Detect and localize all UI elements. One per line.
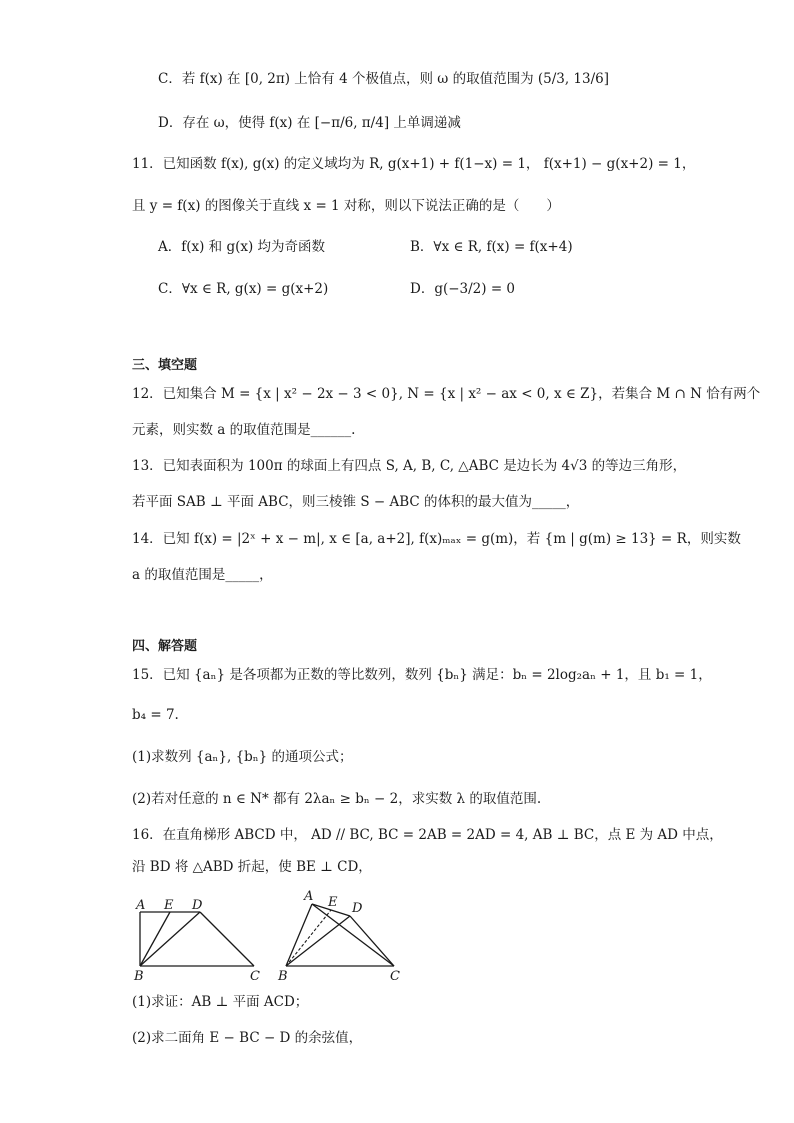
edge-bd xyxy=(140,912,200,966)
label-b: B xyxy=(278,969,288,982)
q11-stem-line2: 且 y = f(x) 的图像关于直线 x = 1 对称，则以下说法正确的是（ ） xyxy=(132,198,560,214)
q15-part1: (1)求数列 {aₙ}, {bₙ} 的通项公式； xyxy=(132,749,353,765)
q14-line2: a 的取值范围是_____， xyxy=(132,567,273,583)
q11-option-b: B．∀x ∈ R, f(x) = f(x+4) xyxy=(410,239,573,255)
label-d: D xyxy=(352,901,363,916)
q13-line2: 若平面 SAB ⊥ 平面 ABC，则三棱锥 S − ABC 的体积的最大值为_____， xyxy=(132,494,580,510)
q16-part2: (2)求二面角 E − BC − D 的余弦值， xyxy=(132,1030,363,1046)
edge-be xyxy=(140,912,170,966)
q15-line1: 15．已知 {aₙ} 是各项都为正数的等比数列，数列 {bₙ} 满足：bₙ = 2log₂aₙ + 1，且 b₁ = 1， xyxy=(132,667,712,683)
label-b: B xyxy=(134,969,144,982)
q16-line2: 沿 BD 将 △ABD 折起，使 BE ⊥ CD， xyxy=(132,859,372,875)
q12-line1: 12．已知集合 M = {x | x² − 2x − 3 < 0}, N = {x | x² − ax < 0, x ∈ Z}，若集合 M ∩ N 恰有两个 xyxy=(132,386,761,402)
label-e: E xyxy=(328,895,338,910)
q14-line1: 14．已知 f(x) = |2ˣ + x − m|, x ∈ [a, a+2], f(x)ₘₐₓ = g(m)，若 {m | g(m) ≥ 13} = R，则实数 xyxy=(132,531,741,547)
q11-option-c: C．∀x ∈ R, g(x) = g(x+2) xyxy=(158,281,329,297)
q11-option-a: A．f(x) 和 g(x) 均为奇函数 xyxy=(158,239,326,255)
q10-option-d: D．存在 ω，使得 f(x) 在 [−π/6, π/4] 上单调递减 xyxy=(158,115,461,131)
edge-dc xyxy=(200,912,254,966)
q16-line1: 16．在直角梯形 ABCD 中， AD // BC, BC = 2AB = 2AD = 4, AB ⊥ BC，点 E 为 AD 中点， xyxy=(132,827,723,843)
q15-line2: b₄ = 7. xyxy=(132,707,179,723)
edge-dc xyxy=(350,916,394,966)
label-a: A xyxy=(136,898,146,913)
q15-part2: (2)若对任意的 n ∈ N* 都有 2λaₙ ≥ bₙ − 2，求实数 λ 的取值范围. xyxy=(132,791,542,807)
q12-line2: 元素，则实数 a 的取值范围是______. xyxy=(132,422,356,438)
label-c: C xyxy=(390,969,400,982)
q11-stem-line1: 11．已知函数 f(x), g(x) 的定义域均为 R, g(x+1) + f(1−x) = 1， f(x+1) − g(x+2) = 1， xyxy=(132,156,696,172)
label-c: C xyxy=(250,969,260,982)
label-a: A xyxy=(304,889,314,904)
section-fill-in-title: 三、填空题 xyxy=(132,358,198,373)
label-d: D xyxy=(192,898,203,913)
q16-part1: (1)求证：AB ⊥ 平面 ACD； xyxy=(132,994,309,1010)
edge-ba xyxy=(286,904,312,966)
q13-line1: 13．已知表面积为 100π 的球面上有四点 S, A, B, C, △ABC 是边长为 4√3 的等边三角形， xyxy=(132,458,687,474)
folded-pyramid-figure xyxy=(274,884,408,982)
edge-bd xyxy=(286,916,350,966)
q10-option-c: C．若 f(x) 在 [0, 2π) 上恰有 4 个极值点，则 ω 的取值范围为 (5/3, 13/6] xyxy=(158,71,610,87)
trapezoid-figure xyxy=(128,892,268,982)
q11-option-d: D．g(−3/2) = 0 xyxy=(410,281,516,297)
label-e: E xyxy=(164,898,174,913)
section-solution-title: 四、解答题 xyxy=(132,639,198,654)
edge-be-hidden xyxy=(286,910,331,966)
